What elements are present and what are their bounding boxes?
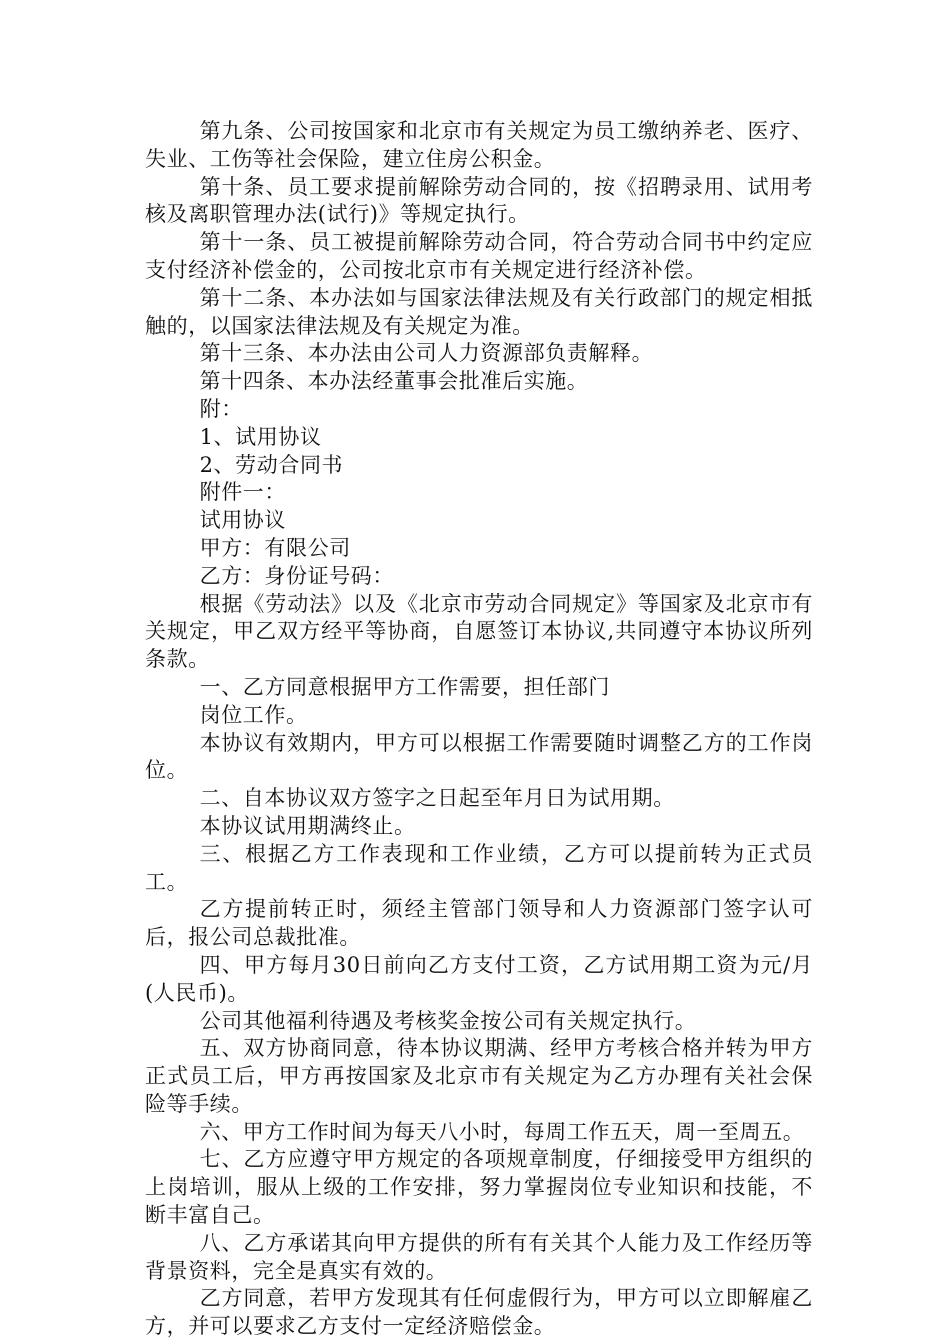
clause-5-paragraph: 五、双方协商同意，待本协议期满、经甲方考核合格并转为甲方正式员工后，甲方再按国家及北京市有关规定为乙方办理有关社会保险等手续。 bbox=[145, 1036, 813, 1116]
article-9-paragraph: 第九条、公司按国家和北京市有关规定为员工缴纳养老、医疗、失业、工伤等社会保险，建立住房公积金。 bbox=[145, 119, 813, 171]
clause-7-paragraph: 七、乙方应遵守甲方规定的各项规章制度，仔细接受甲方组织的上岗培训，服从上级的工作安排，努力掌握岗位专业知识和技能，不断丰富自己。 bbox=[145, 1147, 813, 1228]
article-11-paragraph: 第十一条、员工被提前解除劳动合同，符合劳动合同书中约定应支付经济补偿金的，公司按北京市有关规定进行经济补偿。 bbox=[145, 230, 813, 282]
party-b-line: 乙方：身份证号码： bbox=[199, 563, 394, 588]
clause-1-continuation: 岗位工作。 bbox=[199, 702, 308, 727]
document-body bbox=[145, 118, 813, 1341]
clause-4-paragraph: 四、甲方每月30日前向乙方支付工资，乙方试用期工资为元/月(人民币)。 bbox=[145, 952, 813, 1005]
clause-3-paragraph: 三、根据乙方工作表现和工作业绩，乙方可以提前转为正式员工。 bbox=[145, 841, 813, 894]
article-14-paragraph: 第十四条、本办法经董事会批准后实施。 bbox=[199, 369, 589, 394]
agreement-preamble: 根据《劳动法》以及《北京市劳动合同规定》等国家及北京市有关规定，甲乙双方经平等协商，自愿签订本协议,共同遵守本协议所列条款。 bbox=[145, 591, 813, 672]
clause-6-paragraph: 六、甲方工作时间为每天八小时，每周工作五天，周一至周五。 bbox=[199, 1119, 805, 1144]
probation-agreement-title: 试用协议 bbox=[199, 508, 286, 533]
article-12-paragraph: 第十二条、本办法如与国家法律法规及有关行政部门的规定相抵触的，以国家法律法规及有关规定为准。 bbox=[145, 285, 813, 338]
clause-2-termination: 本协议试用期满终止。 bbox=[199, 813, 416, 838]
attachment-1-heading: 附件一： bbox=[199, 480, 286, 505]
clause-1-adjustment: 本协议有效期内，甲方可以根据工作需要随时调整乙方的工作岗位。 bbox=[145, 730, 813, 783]
clause-2-paragraph: 二、自本协议双方签字之日起至年月日为试用期。 bbox=[199, 786, 675, 811]
clause-1-paragraph: 一、乙方同意根据甲方工作需要，担任部门 bbox=[199, 674, 610, 699]
clause-4-benefits: 公司其他福利待遇及考核奖金按公司有关规定执行。 bbox=[199, 1008, 697, 1033]
clause-8-consequence: 乙方同意，若甲方发现其有任何虚假行为，甲方可以立即解雇乙方，并可以要求乙方支付一定经济赔偿金。 bbox=[145, 1286, 813, 1339]
appendix-item-2: 2、劳动合同书 bbox=[199, 452, 344, 477]
article-10-paragraph: 第十条、员工要求提前解除劳动合同的，按《招聘录用、试用考核及离职管理办法(试行)》等规定执行。 bbox=[145, 174, 813, 227]
appendix-heading: 附： bbox=[199, 396, 243, 421]
party-a-line: 甲方：有限公司 bbox=[199, 535, 351, 560]
clause-8-paragraph: 八、乙方承诺其向甲方提供的所有有关其个人能力及工作经历等背景资料，完全是真实有效的。 bbox=[145, 1230, 813, 1283]
clause-3-approval: 乙方提前转正时，须经主管部门领导和人力资源部门签字认可后，报公司总裁批准。 bbox=[145, 897, 813, 950]
appendix-item-1: 1、试用协议 bbox=[199, 424, 322, 449]
article-13-paragraph: 第十三条、本办法由公司人力资源部负责解释。 bbox=[199, 341, 654, 366]
